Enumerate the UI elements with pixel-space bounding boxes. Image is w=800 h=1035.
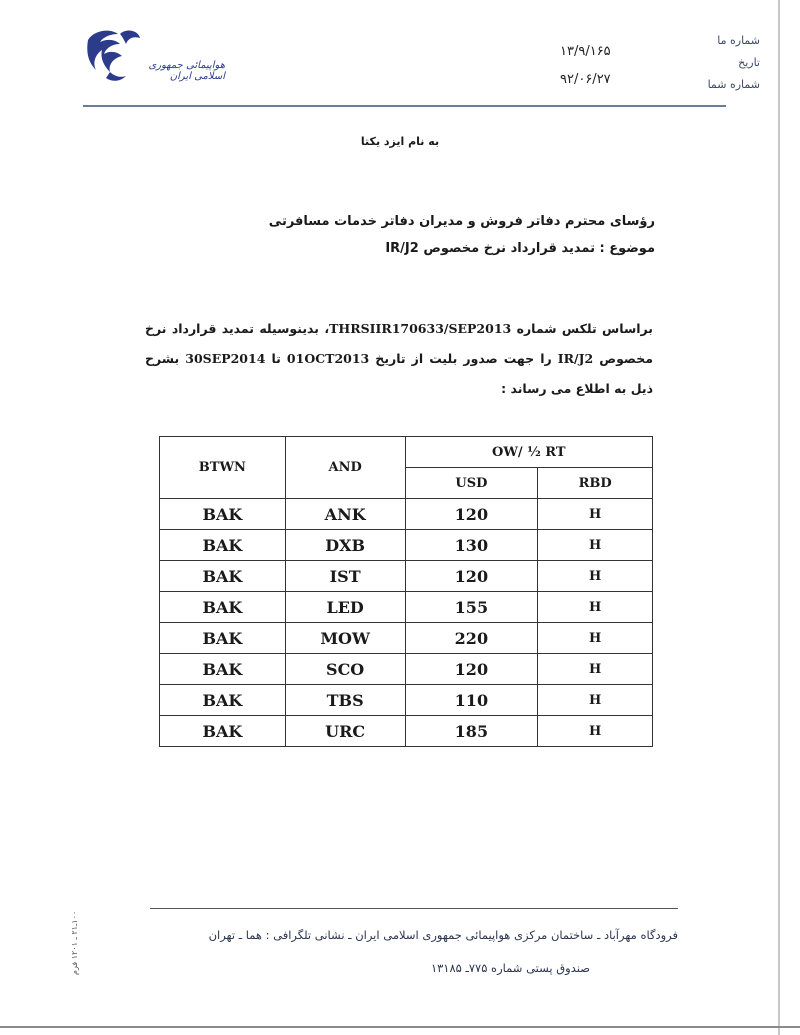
- cell-rbd: H: [538, 530, 653, 561]
- cell-btwn: BAK: [160, 530, 286, 561]
- cell-and: MOW: [285, 623, 405, 654]
- cell-rbd: H: [538, 685, 653, 716]
- table-row: [160, 716, 653, 747]
- basmala: به نام ایزد یکتا: [360, 135, 440, 148]
- cell-usd: 110: [405, 685, 538, 716]
- header-values: [560, 38, 660, 94]
- table-row: [160, 499, 653, 530]
- cell-and: DXB: [285, 530, 405, 561]
- cell-usd: 185: [405, 716, 538, 747]
- cell-btwn: BAK: [160, 716, 286, 747]
- addressee: رؤسای محترم دفاتر فروش و مدیران دفاتر خدمات مسافرتی: [268, 214, 655, 229]
- telex-number: THRSIIR170633/SEP2013: [329, 321, 512, 336]
- body-part-1: براساس تلکس شماره: [511, 321, 653, 336]
- table-row: [160, 685, 653, 716]
- table-row: [160, 654, 653, 685]
- cell-rbd: H: [538, 716, 653, 747]
- cell-usd: 120: [405, 561, 538, 592]
- date-to: 30SEP2014: [185, 351, 266, 366]
- cell-and: LED: [285, 592, 405, 623]
- header-usd: USD: [405, 468, 538, 499]
- body-part-3: را جهت صدور بلیت از تاریخ: [369, 351, 558, 366]
- body-part-5: بشرح ذیل به اطلاع می رساند :: [145, 351, 653, 396]
- cell-btwn: BAK: [160, 685, 286, 716]
- logo-text: هواپیمائی جمهوری اسلامی ایران: [148, 60, 225, 82]
- table-row: [160, 561, 653, 592]
- header-labels: [660, 30, 760, 96]
- cell-rbd: H: [538, 499, 653, 530]
- cell-btwn: BAK: [160, 654, 286, 685]
- cell-btwn: BAK: [160, 561, 286, 592]
- cell-btwn: BAK: [160, 499, 286, 530]
- body-part-2: ، بدینوسیله تمدید قرارداد نرخ مخصوص: [145, 321, 653, 366]
- letter-body: [145, 314, 653, 404]
- fare-table: [159, 436, 653, 747]
- header-btwn: BTWN: [160, 437, 286, 499]
- header-and: AND: [285, 437, 405, 499]
- footer-po-box: صندوق پستی شماره ۷۷۵ـ ۱۳۱۸۵: [430, 961, 590, 975]
- date-from: 01OCT2013: [286, 351, 370, 366]
- cell-and: SCO: [285, 654, 405, 685]
- label-your-number: شماره شما: [707, 78, 760, 91]
- fare-code: IR/J2: [557, 351, 594, 366]
- table-row: [160, 592, 653, 623]
- cell-and: ANK: [285, 499, 405, 530]
- label-date: تاریخ: [738, 56, 760, 69]
- cell-rbd: H: [538, 654, 653, 685]
- body-part-4: تا: [265, 351, 287, 366]
- cell-rbd: H: [538, 561, 653, 592]
- cell-and: TBS: [285, 685, 405, 716]
- cell-btwn: BAK: [160, 592, 286, 623]
- page-edge-bottom: [0, 1026, 800, 1028]
- page-edge-right: [778, 0, 780, 1035]
- header-divider: [83, 105, 726, 107]
- subject-line: موضوع : تمدید قرارداد نرخ مخصوص IR/J2: [385, 241, 655, 256]
- cell-usd: 120: [405, 654, 538, 685]
- cell-usd: 130: [405, 530, 538, 561]
- form-code: ۱۰۰ـ۲۱ ـ ۱۲۰۱ فرم: [70, 910, 79, 975]
- cell-btwn: BAK: [160, 623, 286, 654]
- letter-date: ۹۲/۰۶/۲۷: [560, 72, 611, 87]
- cell-usd: 220: [405, 623, 538, 654]
- cell-usd: 120: [405, 499, 538, 530]
- reference-number: ۱۳/۹/۱۶۵: [560, 44, 611, 59]
- table-row: [160, 623, 653, 654]
- fare-rows: [160, 499, 653, 747]
- cell-rbd: H: [538, 623, 653, 654]
- cell-usd: 155: [405, 592, 538, 623]
- header-fare-group: OW/ ½ RT: [405, 437, 652, 468]
- cell-rbd: H: [538, 592, 653, 623]
- cell-and: IST: [285, 561, 405, 592]
- footer-divider: [150, 908, 678, 909]
- cell-and: URC: [285, 716, 405, 747]
- table-row: [160, 530, 653, 561]
- footer-address: فرودگاه مهرآباد ـ ساختمان مرکزی هواپیمائی جمهوری اسلامی ایران ـ نشانی تلگرافی : هما ـ تهران: [208, 928, 678, 942]
- label-our-number: شماره ما: [717, 34, 760, 47]
- header-rbd: RBD: [538, 468, 653, 499]
